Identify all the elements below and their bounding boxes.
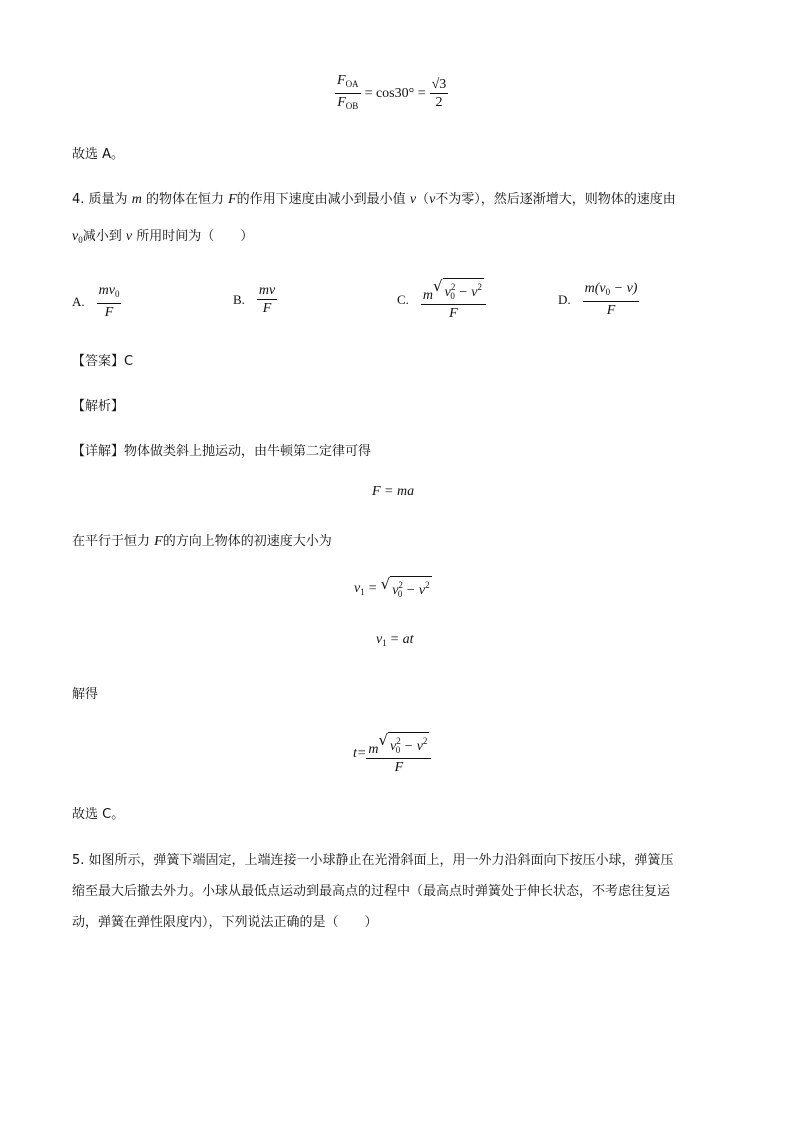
option-c[interactable] xyxy=(397,278,486,322)
fraction-f-oa-over-f-ob xyxy=(335,72,361,115)
option-d-denominator: F xyxy=(606,303,616,318)
f-ob-subscript: OB xyxy=(345,101,359,111)
analysis-heading: 【解析】 xyxy=(72,399,125,414)
question-5-line-3: 动，弹簧在弹性限度内），下列说法正确的是（ ） xyxy=(72,915,378,930)
option-a-label: A. xyxy=(72,293,85,309)
answer-line: 【答案】C xyxy=(72,354,134,369)
cos30-expression: = cos30° = xyxy=(364,85,426,101)
q4-mass-symbol: m xyxy=(131,192,142,207)
question-5-line-2: 缩至最大后撤去外力。小球从最低点运动到最高点的过程中（最高点时弹簧处于伸长状态，不考虑往复运 xyxy=(72,884,671,899)
t-lhs: t= xyxy=(353,746,367,761)
option-d-label: D. xyxy=(558,291,571,307)
option-c-label: C. xyxy=(397,292,409,307)
question-5-line-1: 5. 如图所示，弹簧下端固定，上端连接一小球静止在光滑斜面上，用一外力沿斜面向下按压小球，弹簧压 xyxy=(72,853,674,868)
solve-text: 解得 xyxy=(72,687,99,702)
denominator-2: 2 xyxy=(435,95,443,110)
parallel-text-b: 的方向上物体的初速度大小为 xyxy=(162,534,332,549)
q4-v0-symbol: v xyxy=(72,229,79,244)
option-a-subscript: 0 xyxy=(114,289,120,299)
q4-velocity-symbol: v xyxy=(409,192,417,207)
equation-force-ratio xyxy=(335,72,448,115)
q4-velocity-symbol-3: v xyxy=(125,229,133,244)
option-a[interactable] xyxy=(72,282,121,321)
radical-sign: √ xyxy=(433,277,443,295)
option-d-numerator-a: m(v xyxy=(584,281,606,296)
detail-text: 【详解】物体做类斜上抛运动，由牛顿第二定律可得 xyxy=(72,444,372,459)
conclusion-choose-a: 故选 A。 xyxy=(72,147,125,162)
t-denominator: F xyxy=(394,760,404,775)
option-b[interactable] xyxy=(233,282,277,317)
f-oa-subscript: OA xyxy=(345,79,359,89)
v1-subscript: 1 xyxy=(360,587,365,597)
parallel-force-symbol: F xyxy=(154,534,163,549)
fraction-root3-over-2 xyxy=(430,76,449,111)
option-b-denominator: F xyxy=(262,301,272,316)
q4-text-g: 所用时间为（ ） xyxy=(136,229,254,244)
option-c-fraction xyxy=(421,278,486,322)
q4-force-symbol: F xyxy=(228,192,237,207)
option-d-fraction xyxy=(583,280,640,319)
root3-numerator: √3 xyxy=(431,77,447,92)
question-4-line-2 xyxy=(72,225,253,245)
v1-at-subscript: 1 xyxy=(382,638,387,648)
v1-at-symbol: v xyxy=(376,632,383,647)
conclusion-choose-c: 故选 C。 xyxy=(72,807,125,822)
option-d-subscript: 0 xyxy=(605,287,611,297)
q4-text-f: 减小到 xyxy=(82,229,122,244)
option-d-numerator-b: − v) xyxy=(610,281,638,296)
option-d[interactable] xyxy=(558,280,639,319)
equation-v1-at xyxy=(376,632,414,648)
option-a-denominator: F xyxy=(104,305,114,320)
t-mass-symbol: m xyxy=(368,742,379,757)
equation-t-result xyxy=(353,732,431,776)
option-c-mass: m xyxy=(422,288,434,303)
v1-sqrt: √ $v^2_0 - v^2$ xyxy=(381,576,432,602)
q4-v0-subscript: 0 xyxy=(78,235,83,245)
question-4-line-1 xyxy=(72,188,676,208)
q4-velocity-symbol-2: v xyxy=(429,192,436,207)
option-c-denominator: F xyxy=(449,306,458,321)
option-a-fraction xyxy=(97,282,122,321)
q4-text-a: 4. 质量为 xyxy=(72,192,128,207)
f-ob-symbol: F xyxy=(337,95,346,110)
q4-text-b: 的物体在恒力 xyxy=(145,192,224,207)
v1-at-rhs: = at xyxy=(389,632,414,647)
option-a-numerator: mv xyxy=(98,283,115,298)
option-b-fraction xyxy=(257,282,277,317)
option-b-label: B. xyxy=(233,291,245,307)
equation-v1-sqrt: $v_1$ = √ $v^2_0 - v^2$ xyxy=(354,576,432,602)
option-c-sqrt: √ $v^2_0 - v^2$ xyxy=(433,278,484,304)
q4-text-d: （ xyxy=(416,192,430,207)
option-b-numerator: mv xyxy=(258,283,276,298)
t-fraction: m √ $v^2_0 - v^2$ F xyxy=(366,732,431,776)
q4-text-c: 的作用下速度由减小到最小值 xyxy=(236,192,406,207)
equation-f-ma: F = ma xyxy=(372,484,415,499)
v1-symbol: v xyxy=(354,581,361,596)
parallel-text-a: 在平行于恒力 xyxy=(72,534,151,549)
parallel-direction-text xyxy=(72,530,332,550)
f-oa-symbol: F xyxy=(337,73,346,88)
q4-text-e: 不为零），然后逐渐增大，则物体的速度由 xyxy=(435,192,676,207)
